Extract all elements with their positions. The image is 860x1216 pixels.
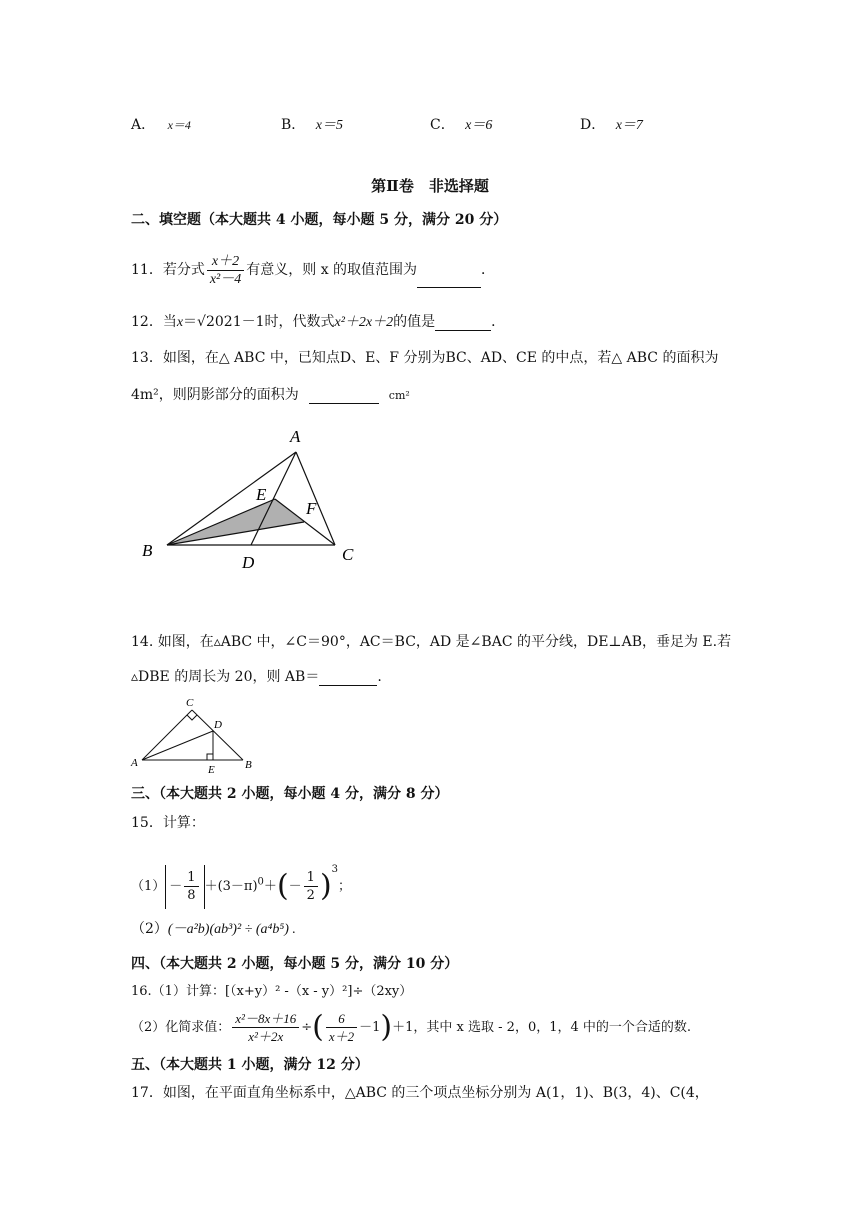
option-c [430,114,492,134]
q12-end: ． [491,314,506,330]
q16-plus1: ＋1 [392,1020,414,1035]
q15-exp3: 3 [331,864,339,875]
q15-frac1 [184,869,198,904]
q14-line1: 14. 如图，在▵ABC 中，∠C＝90°，AC＝BC，AD 是∠BAC 的平分线，DE⊥AB，垂足为 E.若 [131,634,732,650]
label-b: B [245,759,252,771]
section5-title: 五、（本大题共 1 小题，满分 12 分） [131,1057,369,1073]
q15-frac1-num: 1 [184,869,198,887]
option-b-label: B． [281,117,306,133]
q16-p2-suffix: ，其中 x 选取 - 2，0，1，4 中的一个合适的数. [413,1020,692,1035]
q11-suffix: 有意义，则 x 的取值范围为 [246,262,418,278]
q16-p2-label: （2）化简求值： [131,1020,231,1035]
q15-part2 [131,918,296,938]
label-d: D [242,553,255,572]
q15-frac1-den: 8 [187,887,196,903]
q12-blank[interactable] [435,316,491,331]
question-12 [131,311,505,331]
option-c-value: x＝6 [465,118,493,133]
option-b [281,114,343,134]
side-cb [192,710,243,760]
section3-title: 三、（本大题共 2 小题，每小题 4 分，满分 8 分） [131,786,449,802]
q16-minus1: －1 [359,1020,381,1035]
q13-blank[interactable] [309,389,379,404]
q16-frac2 [326,1010,357,1045]
label-f: F [306,499,317,518]
option-d-value: x＝7 [615,118,643,133]
q14-end: . [377,669,382,685]
q14-line2 [131,666,382,686]
q15-mid: ＋(3－π) [204,879,258,894]
q14-blank[interactable] [319,671,377,686]
q13-unit: cm² [388,389,410,402]
q11-blank[interactable] [417,273,481,288]
q12-x: x [176,315,184,330]
q16-part2: （2）化简求值： $\frac{\text{x²－8x＋16}}{\text{x²＋2x}}$ ÷( $\frac{6}{x+2}$ －1)＋1，其中 x 选取 - 2，0，1，4 中的一个合适的数. [131,1009,692,1045]
option-a-value: x＝4 [167,118,191,132]
label-d: D [214,719,222,731]
q15-plus: ＋ [263,879,277,894]
q15-end: ； [338,879,352,894]
q14-line2-prefix: ▵DBE 的周长为 20，则 AB＝ [131,669,320,685]
q15-frac2 [304,869,318,904]
q13-line2-prefix: 4m²，则阴影部分的面积为 [131,387,299,403]
q15-p2-expr: (－a²b)(ab³)² ÷ (a⁴b⁵) . [167,922,296,937]
option-d-label: D． [580,117,606,133]
q15-frac2-num: 1 [304,869,318,887]
label-c: C [342,545,354,564]
q16-frac1-num: x²－8x＋16 [232,1010,299,1028]
q16-frac1 [232,1010,299,1045]
option-a [131,114,191,134]
figure-13 [130,420,380,580]
q12-eq: ＝√2021－1时，代数式 [183,314,335,330]
q15-title: 15．计算： [131,815,205,831]
q16-frac2-den: x＋2 [328,1029,355,1044]
right-angle-c [187,715,197,720]
option-b-value: x＝5 [315,118,343,133]
option-c-label: C． [430,117,455,133]
right-angle-e [207,754,213,760]
q15-exp0: 0 [257,876,264,888]
q17-line1: 17．如图，在平面直角坐标系中，△ABC 的三个项点坐标分别为 A(1，1)、B(3，4)、C(4， [131,1085,709,1101]
figure-14 [128,694,263,776]
q11-num: x＋2 [207,253,244,271]
label-b: B [142,541,153,560]
section2-title: 二、填空题（本大题共 4 小题，每小题 5 分，满分 20 分） [131,212,508,228]
q15-part1: （1） － $\frac{1}{8}$ $+(3-\pi)^0+(-$ $\frac{1}{2}$ )$^3$； [131,848,351,909]
q16-part1: 16.（1）计算：[（x+y）² -（x - y）²]÷（2xy） [131,984,413,999]
q12-expr: x²＋2x＋2 [334,315,394,330]
section4-title: 四、（本大题共 2 小题，每小题 5 分，满分 10 分） [131,956,459,972]
q13-line1: 13．如图，在△ ABC 中，已知点D、E、F 分别为BC、AD、CE 的中点，若△ ABC 的面积为 [131,350,719,366]
q12-suffix: 的值是 [393,314,436,330]
q11-prefix: 11．若分式 [131,262,205,278]
label-a: A [131,757,138,769]
label-e: E [256,485,267,504]
q15-p2-label: （2） [131,921,168,937]
q11-fraction [207,253,244,288]
question-11 [131,252,495,288]
q11-den: x²－4 [209,271,242,287]
option-d [580,114,643,134]
q15-p1-label: （1） [131,879,166,894]
q16-div: ÷ [301,1020,313,1035]
side-ac [142,710,192,760]
q15-frac2-den: 2 [306,888,315,903]
q13-line2 [131,384,410,404]
part2-title: 第Ⅱ卷 非选择题 [371,177,489,195]
q16-frac1-den: x²＋2x [248,1029,284,1044]
segment-ad [142,731,213,760]
q11-end: ． [481,262,496,278]
q12-prefix: 12．当 [131,314,177,330]
label-c: C [186,697,194,709]
q16-frac2-num: 6 [326,1010,357,1028]
option-a-label: A． [131,117,156,133]
label-a: A [290,427,301,446]
abs-value: － $\frac{1}{8}$ [165,865,204,909]
label-e: E [208,764,215,776]
